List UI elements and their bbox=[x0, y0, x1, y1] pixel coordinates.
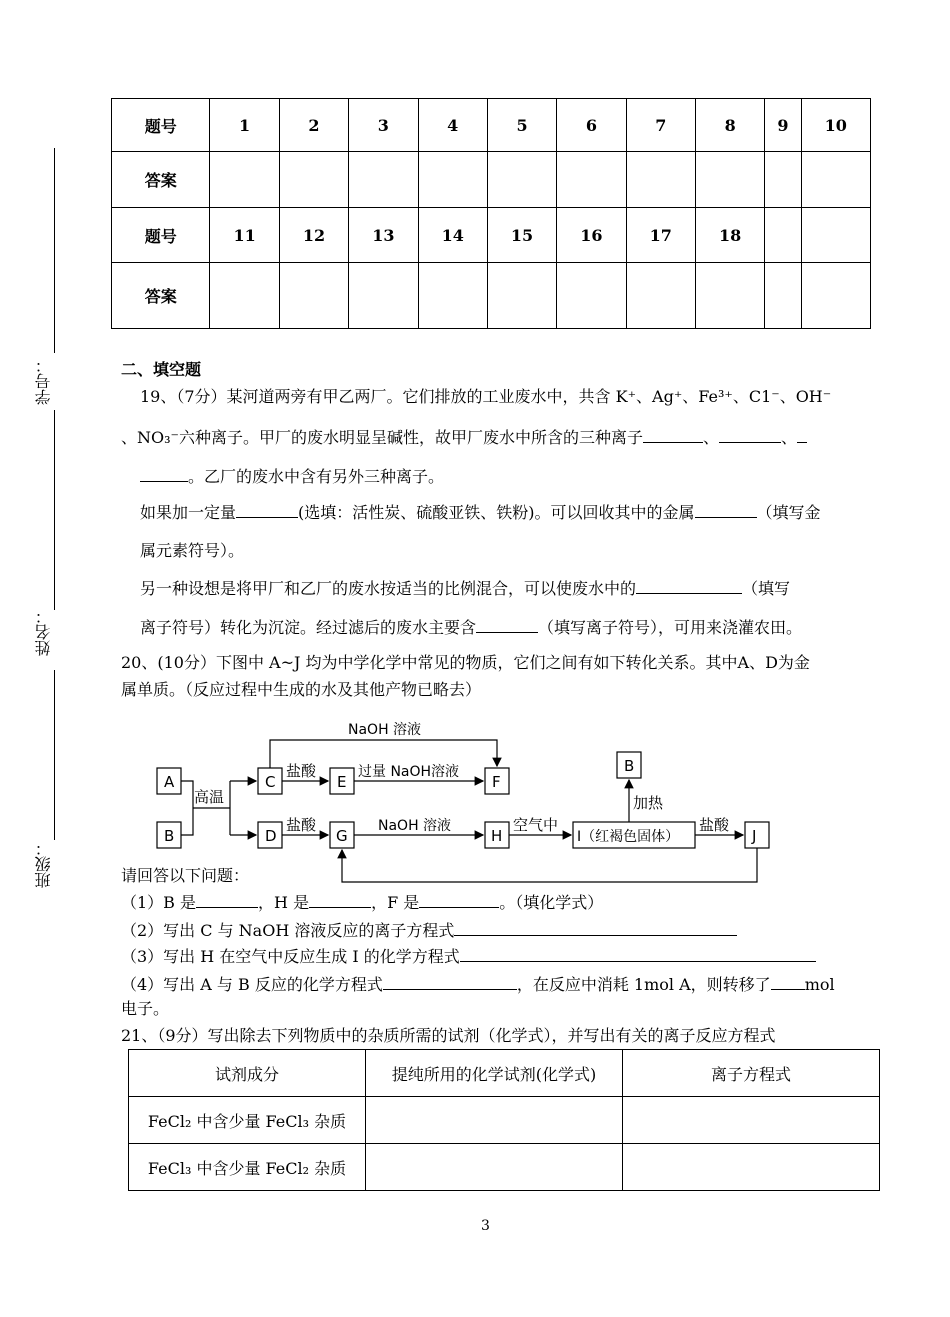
node-c: C bbox=[265, 773, 276, 791]
table-cell: 11 bbox=[210, 208, 279, 263]
node-b2: B bbox=[624, 757, 635, 775]
answer-blank[interactable] bbox=[196, 892, 258, 908]
table-row bbox=[129, 1097, 880, 1144]
table-cell: 题号 bbox=[112, 99, 210, 152]
table-cell: 15 bbox=[487, 208, 556, 263]
q20-s1 bbox=[121, 892, 603, 913]
q20-s4-end: 电子。 bbox=[121, 999, 170, 1018]
label-kongqi: 空气中 bbox=[513, 816, 559, 834]
label-gaowen: 高温 bbox=[194, 788, 225, 806]
answer-cell[interactable] bbox=[366, 1144, 623, 1191]
table-cell: 2 bbox=[279, 99, 348, 152]
section-title: 二、填空题 bbox=[121, 360, 202, 379]
q19-text: 、NO₃⁻六种离子。甲厂的废水明显呈碱性，故甲厂废水中所含的三种离子 bbox=[121, 428, 643, 447]
q20-text: 。（填化学式） bbox=[499, 893, 604, 912]
table-cell: 8 bbox=[695, 99, 764, 152]
table-cell: FeCl₃ 中含少量 FeCl₂ 杂质 bbox=[129, 1144, 366, 1191]
q19-text: 、 bbox=[702, 428, 719, 447]
q19-text: （填写金 bbox=[756, 503, 821, 522]
table-cell: 9 bbox=[765, 99, 801, 152]
table-cell: 7 bbox=[626, 99, 695, 152]
table-cell: 3 bbox=[349, 99, 418, 152]
q21-title: 21、（9分）写出除去下列物质中的杂质所需的试剂（化学式），并写出有关的离子反应方程式 bbox=[121, 1026, 776, 1045]
name-label: 姓名： bbox=[34, 608, 53, 656]
table-cell: 13 bbox=[349, 208, 418, 263]
q19-text: （填写离子符号），可用来浇灌农田。 bbox=[538, 618, 803, 637]
q20-text: ，在反应中消耗 1mol A，则转移了 bbox=[516, 975, 771, 994]
node-i: I（红褐色固体） bbox=[577, 829, 680, 845]
q20-text: （3）写出 H 在空气中反应生成 I 的化学方程式 bbox=[121, 947, 460, 966]
table-cell: FeCl₂ 中含少量 FeCl₃ 杂质 bbox=[129, 1097, 366, 1144]
q19-line5: 属元素符号）。 bbox=[140, 541, 245, 560]
node-h: H bbox=[491, 827, 503, 845]
class-label: 班级： bbox=[34, 840, 53, 888]
table-cell: 4 bbox=[418, 99, 487, 152]
student-id-label: 学号： bbox=[34, 357, 53, 405]
table-cell: 18 bbox=[695, 208, 764, 263]
q20-text: （4）写出 A 与 B 反应的化学方程式 bbox=[121, 975, 383, 994]
node-box-j bbox=[745, 822, 769, 848]
node-j: J bbox=[752, 827, 757, 845]
q20-line2: 属单质。（反应过程中生成的水及其他产物已略去） bbox=[121, 680, 482, 699]
answer-blank[interactable] bbox=[460, 946, 816, 962]
q20-text: ，H 是 bbox=[258, 893, 310, 912]
table-cell: 1 bbox=[210, 99, 279, 152]
q20-text: ，F 是 bbox=[371, 893, 420, 912]
q19-text: 另一种设想是将甲厂和乙厂的废水按适当的比例混合，可以使废水中的 bbox=[140, 579, 637, 598]
table-cell: 题号 bbox=[112, 208, 210, 263]
label-guoliang-naoh: 过量 NaOH溶液 bbox=[358, 764, 460, 780]
label-naoh-top: NaOH 溶液 bbox=[348, 722, 422, 738]
table-cell: 答案 bbox=[112, 263, 210, 329]
node-f: F bbox=[492, 773, 501, 791]
q19-text: 如果加一定量 bbox=[140, 503, 237, 522]
table-cell: 10 bbox=[801, 99, 871, 152]
node-a: A bbox=[164, 773, 175, 791]
q20-prompt: 请回答以下问题： bbox=[121, 866, 250, 885]
answer-blank[interactable] bbox=[419, 892, 499, 908]
node-d: D bbox=[265, 827, 277, 845]
table-row bbox=[129, 1144, 880, 1191]
q19-text: 、 bbox=[781, 428, 798, 447]
answer-blank[interactable] bbox=[383, 974, 517, 990]
answer-blank[interactable] bbox=[309, 892, 371, 908]
table-row bbox=[129, 1050, 880, 1097]
table-cell: 答案 bbox=[112, 152, 210, 208]
label-yansuan-2: 盐酸 bbox=[286, 816, 317, 834]
table-header: 提纯所用的化学试剂(化学式) bbox=[366, 1050, 623, 1097]
q19-text: 离子符号）转化为沉淀。经过滤后的废水主要含 bbox=[140, 618, 477, 637]
page-number: 3 bbox=[481, 1218, 490, 1234]
table-cell: 16 bbox=[557, 208, 626, 263]
table-cell: 12 bbox=[279, 208, 348, 263]
table-cell: 17 bbox=[626, 208, 695, 263]
reagent-table bbox=[128, 1049, 880, 1191]
q20-text: （2）写出 C 与 NaOH 溶液反应的离子方程式 bbox=[121, 921, 455, 940]
answer-cell[interactable] bbox=[366, 1097, 623, 1144]
answer-blank[interactable] bbox=[454, 920, 737, 936]
arrow-j-g bbox=[342, 848, 757, 882]
q20-line1: 20、(10分）下图中 A~J 均为中学化学中常见的物质，它们之间有如下转化关系。其中A、D为金 bbox=[121, 653, 810, 672]
answer-cell[interactable] bbox=[623, 1144, 880, 1191]
node-g: G bbox=[336, 827, 348, 845]
q20-s4 bbox=[121, 974, 835, 995]
ab-bracket bbox=[181, 781, 193, 835]
label-jiare: 加热 bbox=[633, 794, 664, 812]
q19-line1: 19、（7分）某河道两旁有甲乙两厂。它们排放的工业废水中，共含 K⁺、Ag⁺、Fe³⁺、C1⁻、OH⁻ bbox=[140, 387, 832, 406]
q20-s3 bbox=[121, 946, 816, 967]
node-e: E bbox=[337, 773, 347, 791]
q19-text: (选填：活性炭、硫酸亚铁、铁粉)。可以回收其中的金属 bbox=[298, 503, 695, 522]
label-yansuan-3: 盐酸 bbox=[699, 816, 730, 834]
node-b: B bbox=[164, 827, 175, 845]
label-naoh-mid: NaOH 溶液 bbox=[378, 818, 452, 834]
table-cell: 6 bbox=[557, 99, 626, 152]
table-header: 试剂成分 bbox=[129, 1050, 366, 1097]
q20-text: mol bbox=[804, 975, 835, 994]
table-header: 离子方程式 bbox=[623, 1050, 880, 1097]
q20-s2 bbox=[121, 920, 737, 941]
label-yansuan-1: 盐酸 bbox=[286, 762, 317, 780]
q19-text: （填写 bbox=[742, 579, 791, 598]
answer-cell[interactable] bbox=[623, 1097, 880, 1144]
answer-blank[interactable] bbox=[771, 974, 805, 990]
table-cell: 14 bbox=[418, 208, 487, 263]
table-cell: 5 bbox=[487, 99, 556, 152]
q19-text: 。乙厂的废水中含有另外三种离子。 bbox=[188, 467, 445, 486]
q20-text: （1）B 是 bbox=[121, 893, 197, 912]
